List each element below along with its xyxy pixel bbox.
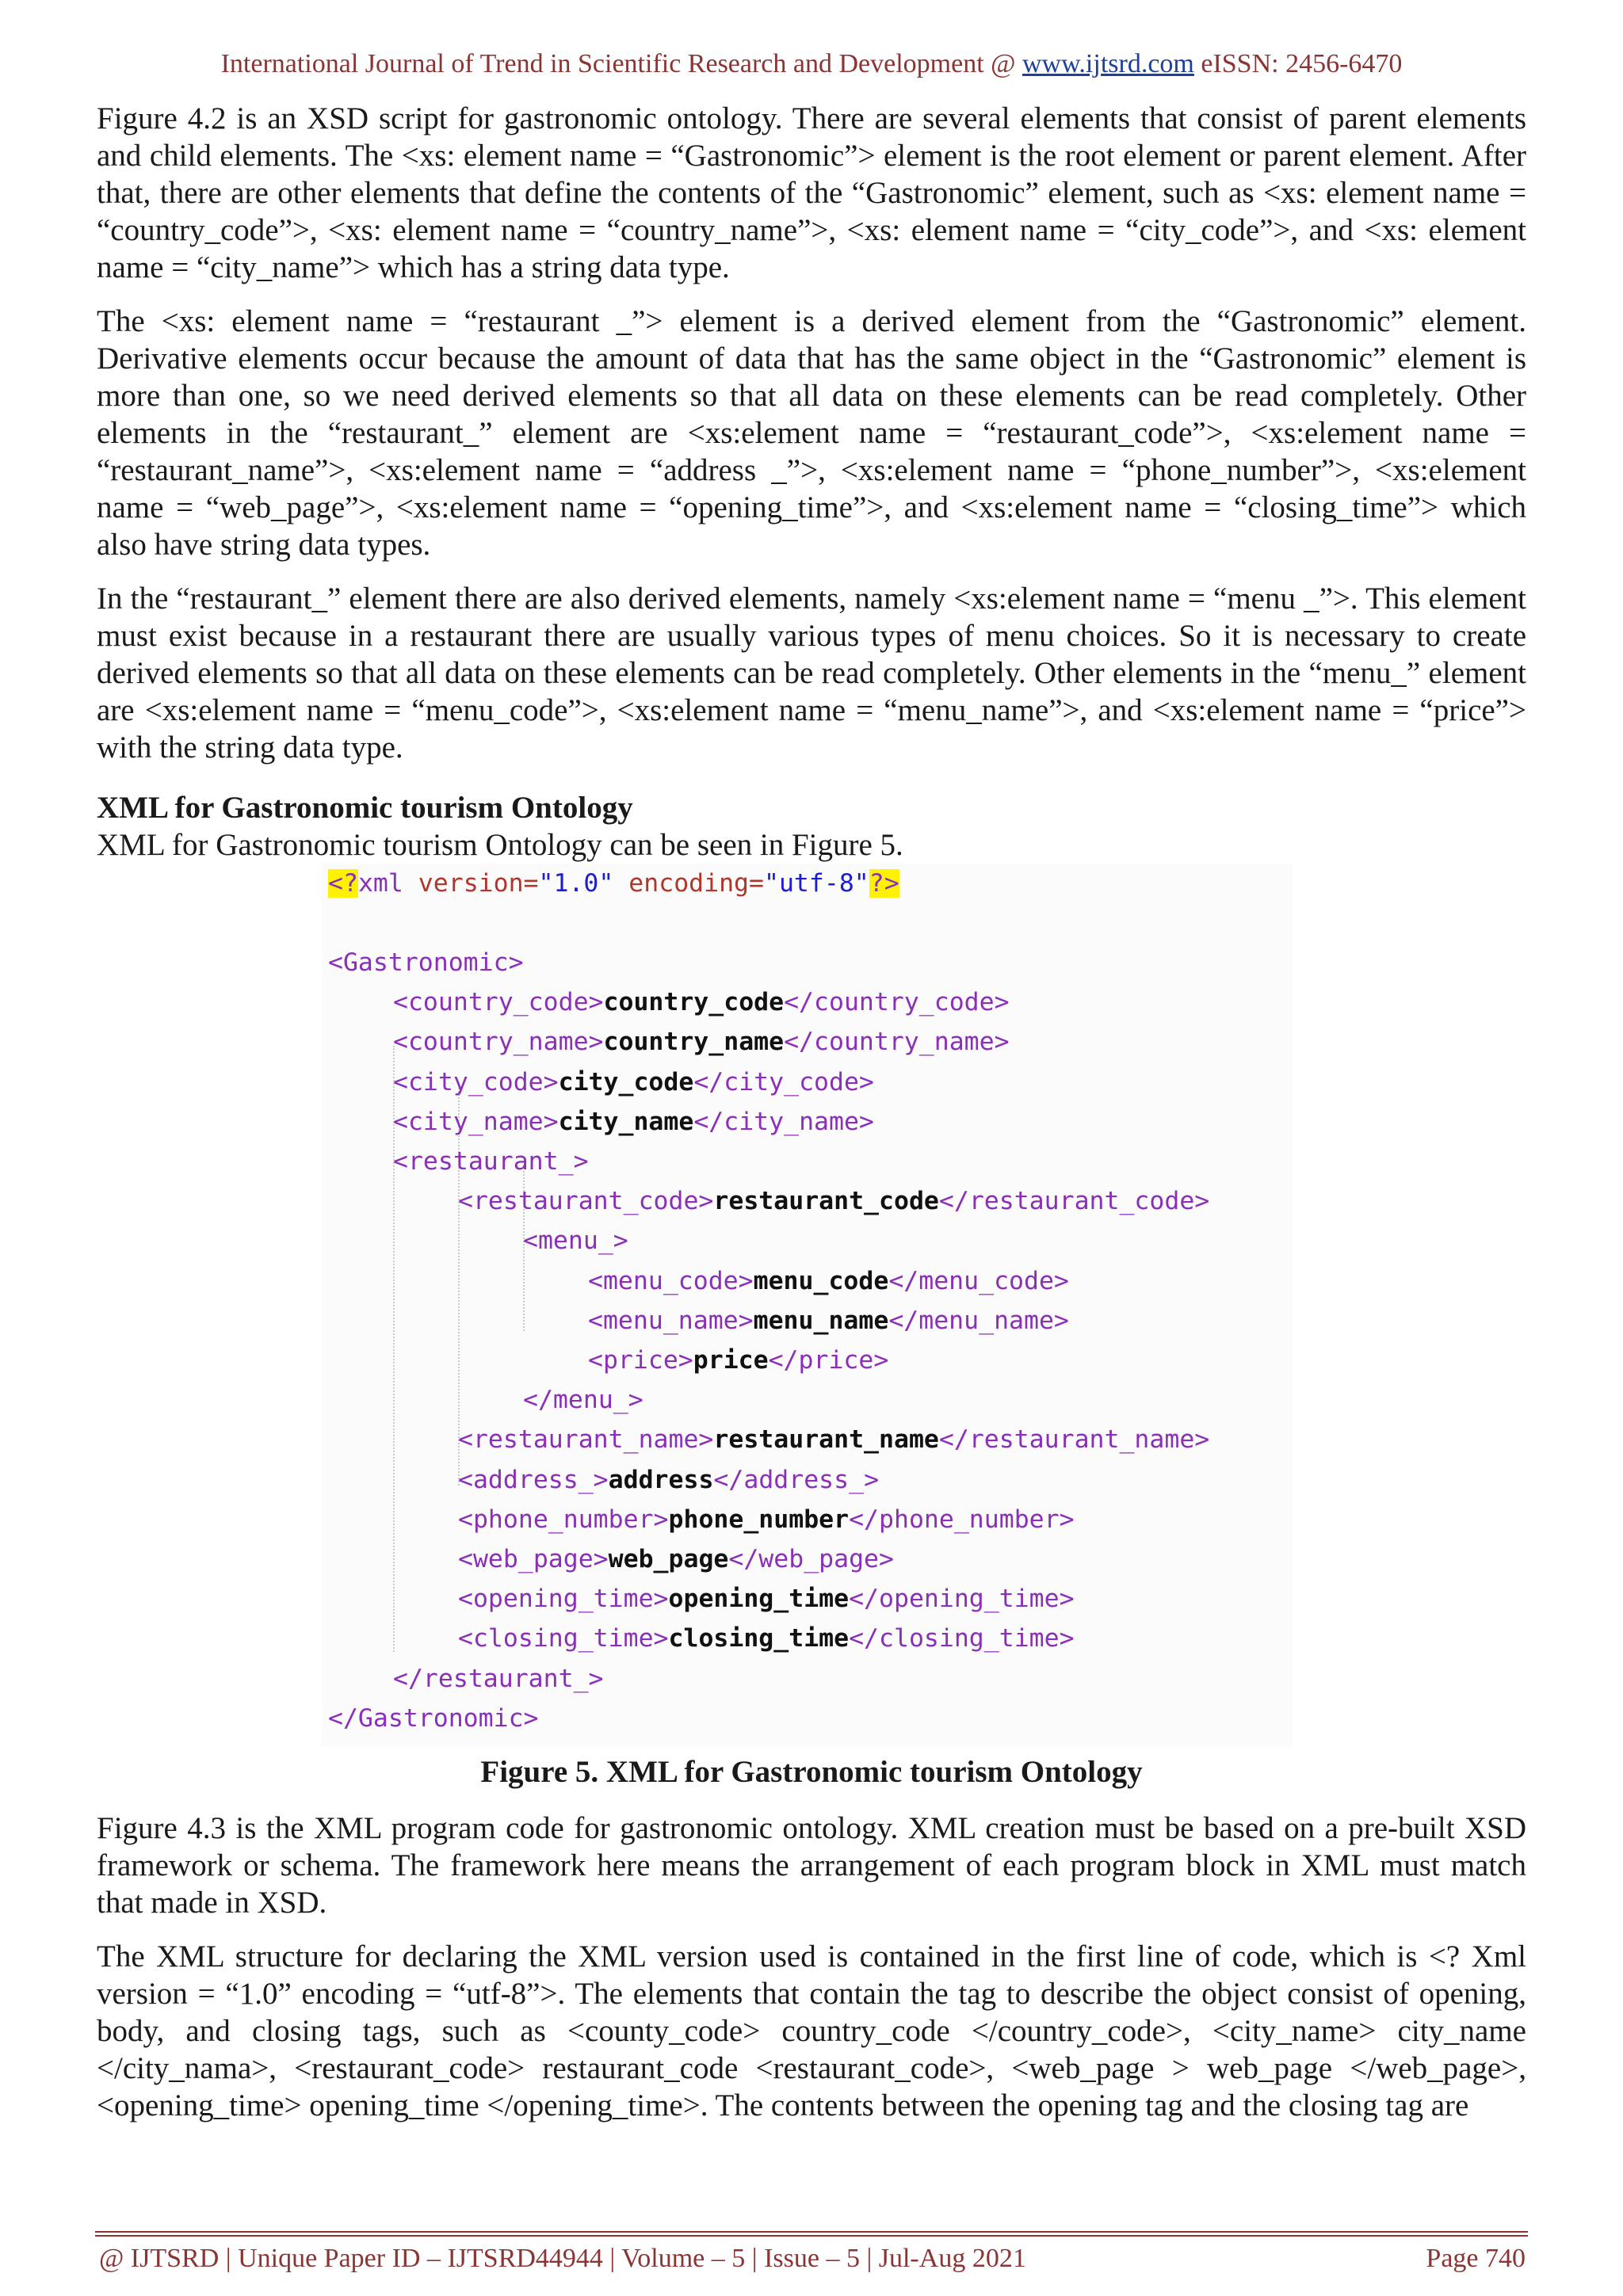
xml-code-figure — [322, 864, 1293, 1747]
top-body-text — [97, 100, 1526, 783]
element-value: opening_time — [668, 1585, 850, 1614]
figure-caption: Figure 5. XML for Gastronomic tourism Ontology — [480, 1755, 1143, 1789]
element-value: city_code — [558, 1067, 694, 1097]
code-line — [588, 1261, 1069, 1301]
open-tag: <Gastronomic> — [328, 948, 524, 977]
close-tag: </restaurant_name> — [938, 1425, 1210, 1455]
section-intro: XML for Gastronomic tourism Ontology can be seen in Figure 5. — [97, 828, 903, 862]
code-line — [588, 1341, 888, 1380]
journal-issn: eISSN: 2456-6470 — [1193, 49, 1403, 78]
open-tag: <city_name> — [393, 1107, 559, 1136]
code-line — [328, 1699, 539, 1738]
paragraph-xml-framework: Figure 4.3 is the XML program code for gastronomic ontology. XML creation must be based on a pre-built XSD framework or schema. The framework here means the arrangement of each program block in XML must match that made in XSD. — [97, 1811, 1526, 1920]
close-tag: </restaurant_code> — [938, 1187, 1210, 1216]
close-tag: </price> — [768, 1346, 889, 1375]
element-value: country_code — [603, 988, 785, 1017]
element-value: menu_code — [753, 1266, 889, 1295]
paragraph-xml-structure: The XML structure for declaring the XML version used is contained in the first line of code, which is <? Xml version = “1.0” encoding = “utf-8”>. The elements that contain the tag to describe the object consist of opening, body, and closing tags, such as <county_code> country_code </country_code>, <city_name> city_name </city_nama>, <restaurant_code> restaurant_code <restaurant_code>, <web_page > web_page </web_page>, <opening_time> opening_time </opening_time>. The contents between the opening tag and the closing tag are — [97, 1939, 1526, 2122]
open-tag: </Gastronomic> — [328, 1703, 539, 1733]
code-line — [458, 1539, 894, 1579]
element-value: restaurant_name — [713, 1425, 939, 1455]
section-heading: XML for Gastronomic tourism Ontology — [97, 791, 633, 825]
open-tag: <city_code> — [393, 1067, 559, 1097]
code-line — [588, 1301, 1069, 1341]
open-tag: <address_> — [458, 1465, 609, 1494]
open-tag: <menu_name> — [588, 1306, 754, 1335]
code-line — [393, 1102, 874, 1142]
element-value: price — [693, 1346, 769, 1375]
open-tag: <restaurant_code> — [458, 1187, 714, 1216]
element-value: restaurant_code — [713, 1187, 939, 1216]
open-tag: <menu_> — [523, 1226, 628, 1256]
open-tag: <restaurant_> — [393, 1147, 589, 1176]
page-number: Page 740 — [1426, 2244, 1526, 2273]
close-tag: </closing_time> — [849, 1624, 1075, 1653]
open-tag: <restaurant_name> — [458, 1425, 714, 1455]
open-tag: <menu_code> — [588, 1266, 754, 1295]
close-tag: </web_page> — [728, 1545, 894, 1573]
close-tag: </phone_number> — [849, 1505, 1075, 1534]
element-value: address — [608, 1465, 714, 1494]
code-line — [458, 1420, 1209, 1459]
code-line — [523, 1380, 643, 1420]
open-tag: <price> — [588, 1346, 693, 1375]
open-tag: <phone_number> — [458, 1505, 669, 1534]
paragraph-xsd-description: Figure 4.2 is an XSD script for gastronomic ontology. There are several elements that consist of parent elements and child elements. The <xs: element name = “Gastronomic”> element is the root element or parent element. After that, there are other elements that define the contents of the “Gastronomic” element, such as <xs: element name = “country_code”>, <xs: element name = “country_name”>, <xs: element name = “city_code”>, and <xs: element name = “city_name”> which has a string data type. — [97, 101, 1526, 284]
element-value: city_name — [558, 1107, 694, 1136]
close-tag: </menu_code> — [888, 1266, 1069, 1295]
journal-header — [0, 49, 1623, 79]
close-tag: </country_code> — [784, 988, 1010, 1017]
code-line — [458, 1500, 1075, 1539]
code-line — [393, 1062, 874, 1102]
close-tag: </city_name> — [693, 1107, 874, 1136]
code-line — [458, 1619, 1075, 1658]
code-line — [393, 1659, 604, 1699]
close-tag: </menu_name> — [888, 1306, 1069, 1335]
open-tag: </restaurant_> — [393, 1664, 604, 1693]
bottom-body-text — [97, 1810, 1526, 2141]
code-line — [393, 982, 1010, 1022]
open-tag: <country_name> — [393, 1028, 604, 1057]
element-value: web_page — [608, 1545, 729, 1573]
close-tag: </opening_time> — [849, 1585, 1075, 1614]
code-line — [393, 1022, 1010, 1062]
element-value: menu_name — [753, 1306, 889, 1335]
close-tag: </country_name> — [784, 1028, 1010, 1057]
close-tag: </address_> — [713, 1465, 880, 1494]
code-line — [328, 943, 524, 982]
open-tag: <opening_time> — [458, 1585, 669, 1614]
paragraph-menu-element: In the “restaurant_” element there are also derived elements, namely <xs:element name = “menu _”>. This element must exist because in a restaurant there are usually various types of menu choices. So it is necessary to create derived elements so that all data on these elements can be read completely. Other elements in the “menu_” element are <xs:element name = “menu_code”>, <xs:element name = “menu_name”>, and <xs:element name = “price”> with the string data type. — [97, 582, 1526, 765]
paragraph-restaurant-element: The <xs: element name = “restaurant _”> element is a derived element from the “Gastronomic” element. Derivative elements occur because the amount of data that has the same object in the “Gastronomic” element is more than one, so we need derived elements so that all data on these elements can be read completely. Other elements in the “restaurant_” element are <xs:element name = “restaurant_code”>, <xs:element name = “restaurant_name”>, <xs:element name = “address _”>, <xs:element name = “phone_number”>, <xs:element name = “web_page”>, <xs:element name = “opening_time”>, and <xs:element name = “closing_time”> which also have string data types. — [97, 304, 1526, 562]
element-value: closing_time — [668, 1624, 850, 1653]
code-line — [393, 1142, 589, 1181]
code-line — [523, 1221, 628, 1261]
open-tag: <web_page> — [458, 1545, 609, 1573]
footer-rule — [95, 2231, 1528, 2233]
open-tag: <closing_time> — [458, 1624, 669, 1653]
code-line — [458, 1181, 1209, 1221]
page-footer — [99, 2244, 1526, 2274]
footer-rule — [95, 2235, 1528, 2237]
code-line — [458, 1460, 879, 1500]
journal-name: International Journal of Trend in Scientific Research and Development @ — [220, 49, 1022, 78]
open-tag: </menu_> — [523, 1386, 643, 1415]
element-value: country_name — [603, 1028, 785, 1057]
footer-paper-info: @ IJTSRD | Unique Paper ID – IJTSRD44944 | Volume – 5 | Issue – 5 | Jul-Aug 2021 — [99, 2244, 1026, 2273]
open-tag: <country_code> — [393, 988, 604, 1017]
code-line — [458, 1579, 1075, 1619]
close-tag: </city_code> — [693, 1067, 874, 1097]
journal-url-link[interactable]: www.ijtsrd.com — [1022, 49, 1194, 78]
xml-declaration-line: <?xml version="1.0" encoding="utf-8"?> — [328, 869, 899, 898]
element-value: phone_number — [668, 1505, 850, 1534]
